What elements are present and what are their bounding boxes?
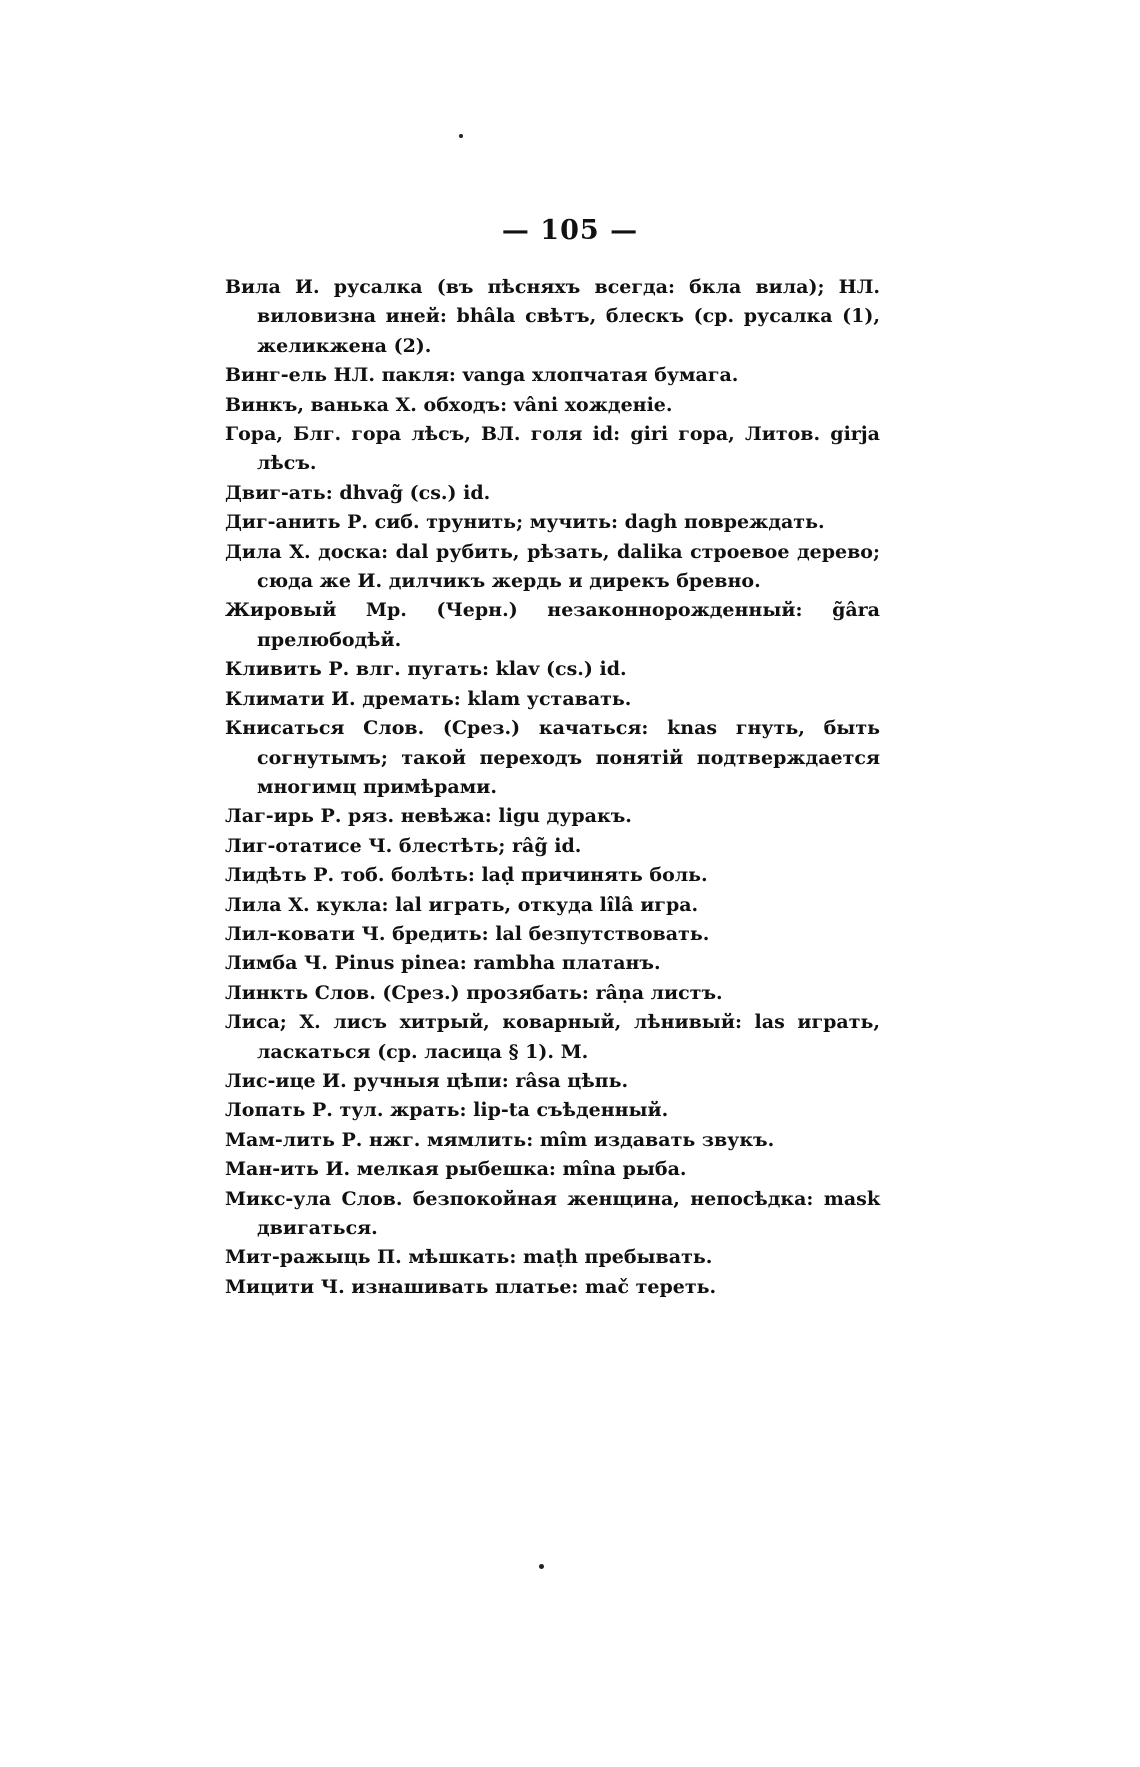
- dictionary-entry: Двиг-ать: dhvag̃ (cs.) id.: [225, 481, 491, 504]
- dictionary-entry: Диг-анить Р. сиб. трунить; мучить: dagh повреждать.: [225, 511, 825, 534]
- dictionary-entry: Лиса; Х. лисъ хитрый, коварный, лѣнивый: las играть, ласкаться (ср. ласица § 1). М.: [225, 1011, 880, 1063]
- dictionary-entry: Кливить Р. влг. пугать: klav (cs.) id.: [225, 658, 627, 681]
- dictionary-entry: Дила Х. доска: dal рубить, рѣзать, dalika строевое дерево; сюда же И. дилчикъ жердь и дирекъ бревно.: [225, 540, 880, 593]
- dictionary-entry: Мам-лить Р. нжг. мямлить: mîm издавать звукъ.: [225, 1128, 775, 1151]
- dictionary-entries: [225, 273, 880, 1302]
- dictionary-entry: Жировый Мр. (Черн.) незаконнорожденный: g̃âra прелюбодѣй.: [225, 599, 880, 651]
- dictionary-entry: Винг-ель НЛ. пакля: vanga хлопчатая бумага.: [225, 364, 739, 387]
- ink-speck: [539, 1564, 544, 1569]
- dictionary-entry: Винкъ, ванька Х. обходъ: vâni хожденіе.: [225, 393, 673, 416]
- dictionary-entry: Лиг-отатисе Ч. блестѣть; râg̃ id.: [225, 834, 582, 857]
- dictionary-entry: Гора, Блг. гора лѣсъ, ВЛ. голя id: giri гора, Литов. girja лѣсъ.: [225, 423, 880, 475]
- dictionary-entry: Лимба Ч. Pinus pinea: rambha платанъ.: [225, 952, 661, 975]
- dictionary-entry: Лидѣть Р. тоб. болѣть: laḍ причинять боль.: [225, 864, 708, 887]
- dictionary-entry: Климати И. дремать: klam уставать.: [225, 687, 632, 710]
- dictionary-entry: Лил-ковати Ч. бредить: lal безпутствовать.: [225, 922, 710, 945]
- dictionary-entry: Мицити Ч. изнашивать платье: mač тереть.: [225, 1275, 717, 1298]
- dictionary-entry: Ман-ить И. мелкая рыбешка: mîna рыба.: [225, 1158, 687, 1181]
- dictionary-entry: Лаг-ирь Р. ряз. невѣжа: ligu дуракъ.: [225, 805, 632, 828]
- dictionary-entry: Вила И. русалка (въ пѣсняхъ всегда: бкла вила); НЛ. виловизна иней: bhâla свѣтъ, блескъ (ср. русалка (1), желикжена (2).: [225, 276, 880, 357]
- dictionary-entry: Книсаться Слов. (Срез.) качаться: knas гнуть, быть согнутымъ; такой переходъ понятій подтверждается многимц примѣрами.: [225, 717, 880, 798]
- dictionary-entry: Линкть Слов. (Срез.) прозябать: râṇa листъ.: [225, 981, 723, 1004]
- ink-speck: [459, 134, 463, 138]
- page-number: — 105 —: [501, 215, 639, 246]
- dictionary-entry: Микс-ула Слов. безпокойная женщина, непосѣдка: mask двигаться.: [225, 1187, 880, 1239]
- dictionary-entry: Лила Х. кукла: lal играть, откуда lîlâ игра.: [225, 893, 699, 916]
- dictionary-entry: Мит-ражыць П. мѣшкать: maṭh пребывать.: [225, 1246, 713, 1269]
- dictionary-entry: Лопать Р. тул. жрать: lip-ta съѣденный.: [225, 1099, 669, 1122]
- dictionary-entry: Лис-ице И. ручныя цѣпи: râsa цѣпь.: [225, 1069, 629, 1092]
